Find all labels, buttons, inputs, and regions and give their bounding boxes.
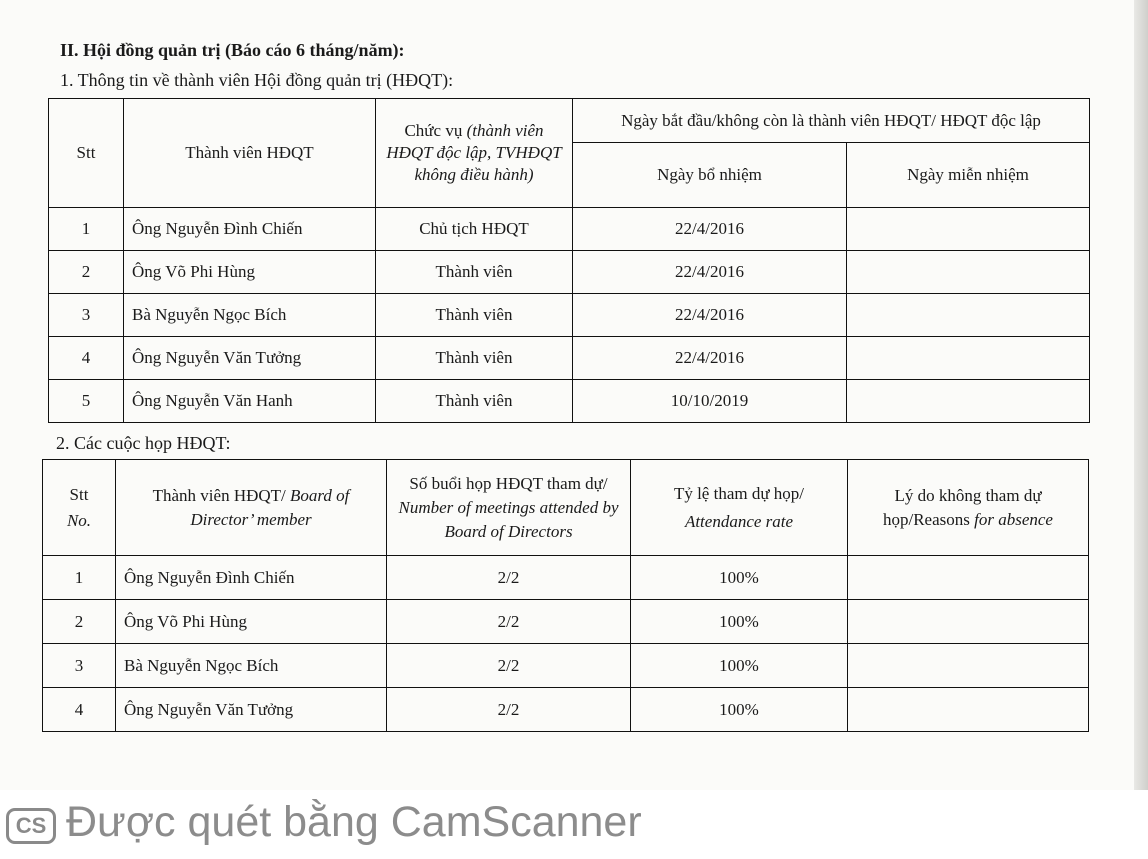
- section-title: II. Hội đồng quản trị (Báo cáo 6 tháng/năm):: [60, 40, 405, 60]
- header-reason-vi: Lý do không tham dự họp/Reasons: [883, 485, 1042, 529]
- row-dismiss-date: [847, 208, 1090, 251]
- row-attendance-rate: 100%: [631, 688, 848, 732]
- camscanner-watermark: Được quét bằng CamScanner: [66, 798, 642, 846]
- meetings-table: [42, 459, 1089, 732]
- row-attendance-rate: 100%: [631, 556, 848, 600]
- header-dates-group: Ngày bắt đầu/không còn là thành viên HĐQT/ HĐQT độc lập: [573, 99, 1090, 143]
- table-row: [43, 556, 1089, 600]
- header-rate-vi: Tỷ lệ tham dự họp/: [673, 483, 805, 503]
- row-meetings: 2/2: [387, 644, 631, 688]
- table-row: [43, 644, 1089, 688]
- row-dismiss-date: [847, 251, 1090, 294]
- row-meetings: 2/2: [387, 600, 631, 644]
- row-member-name: Ông Nguyễn Văn Tưởng: [124, 337, 376, 380]
- row-absence-reason: [848, 600, 1089, 644]
- row-stt: 2: [43, 600, 116, 644]
- header-appoint-date: Ngày bổ nhiệm: [573, 143, 847, 208]
- header-stt: [43, 460, 116, 556]
- row-dismiss-date: [847, 294, 1090, 337]
- row-stt: 1: [49, 208, 124, 251]
- row-position: Thành viên: [376, 380, 573, 423]
- header-rate: [631, 460, 848, 556]
- row-appoint-date: 22/4/2016: [573, 337, 847, 380]
- header-reason: [848, 460, 1089, 556]
- row-position: Thành viên: [376, 294, 573, 337]
- row-meetings: 2/2: [387, 556, 631, 600]
- camscanner-logo: CS: [6, 808, 56, 844]
- members-section-title: 1. Thông tin về thành viên Hội đồng quản trị (HĐQT):: [60, 70, 454, 90]
- row-appoint-date: 22/4/2016: [573, 251, 847, 294]
- meetings-section-title: 2. Các cuộc họp HĐQT:: [56, 433, 231, 453]
- row-member-name: Bà Nguyễn Ngọc Bích: [116, 644, 387, 688]
- header-member-en: Board of Director’ member: [190, 485, 350, 529]
- row-position: Chủ tịch HĐQT: [376, 208, 573, 251]
- header-meetings-en: Number of meetings attended by Board of Directors: [398, 497, 619, 541]
- row-absence-reason: [848, 556, 1089, 600]
- header-meetings-vi: Số buổi họp HĐQT tham dự/: [409, 473, 608, 493]
- header-member: Thành viên HĐQT: [124, 99, 376, 208]
- header-reason-en: for absence: [974, 509, 1053, 529]
- header-member: [116, 460, 387, 556]
- table-row: [43, 600, 1089, 644]
- row-member-name: Ông Võ Phi Hùng: [116, 600, 387, 644]
- row-appoint-date: 22/4/2016: [573, 208, 847, 251]
- row-stt: 3: [43, 644, 116, 688]
- row-member-name: Ông Nguyễn Văn Tưởng: [116, 688, 387, 732]
- row-stt: 4: [43, 688, 116, 732]
- header-position-main: Chức vụ: [404, 121, 467, 140]
- header-position-italic: (thành viên HĐQT độc lập, TVHĐQT không điều hành): [386, 121, 562, 184]
- row-meetings: 2/2: [387, 688, 631, 732]
- header-dismiss-date: Ngày miễn nhiệm: [847, 143, 1090, 208]
- row-dismiss-date: [847, 337, 1090, 380]
- row-absence-reason: [848, 644, 1089, 688]
- header-member-vi: Thành viên HĐQT/: [152, 485, 291, 505]
- row-attendance-rate: 100%: [631, 644, 848, 688]
- row-attendance-rate: 100%: [631, 600, 848, 644]
- table-row: [49, 251, 1090, 294]
- row-position: Thành viên: [376, 337, 573, 380]
- table-row: [43, 688, 1089, 732]
- row-member-name: Ông Võ Phi Hùng: [124, 251, 376, 294]
- table-row: [49, 380, 1090, 423]
- table-row: [49, 208, 1090, 251]
- header-stt-vi: Stt: [69, 484, 89, 504]
- header-stt-en: No.: [66, 510, 92, 530]
- row-absence-reason: [848, 688, 1089, 732]
- row-appoint-date: 22/4/2016: [573, 294, 847, 337]
- header-meetings: [387, 460, 631, 556]
- row-stt: 1: [43, 556, 116, 600]
- row-stt: 2: [49, 251, 124, 294]
- camscanner-footer: [0, 790, 1148, 859]
- row-member-name: Bà Nguyễn Ngọc Bích: [124, 294, 376, 337]
- header-position: [376, 99, 573, 208]
- members-table: [48, 98, 1090, 423]
- row-dismiss-date: [847, 380, 1090, 423]
- row-member-name: Ông Nguyễn Văn Hanh: [124, 380, 376, 423]
- table-row: [49, 337, 1090, 380]
- row-member-name: Ông Nguyễn Đình Chiến: [124, 208, 376, 251]
- row-stt: 5: [49, 380, 124, 423]
- table-row: [49, 294, 1090, 337]
- header-rate-en: Attendance rate: [684, 511, 794, 531]
- row-appoint-date: 10/10/2019: [573, 380, 847, 423]
- row-member-name: Ông Nguyễn Đình Chiến: [116, 556, 387, 600]
- header-stt: Stt: [49, 99, 124, 208]
- page-edge-shadow: [1134, 0, 1148, 790]
- row-stt: 4: [49, 337, 124, 380]
- row-position: Thành viên: [376, 251, 573, 294]
- row-stt: 3: [49, 294, 124, 337]
